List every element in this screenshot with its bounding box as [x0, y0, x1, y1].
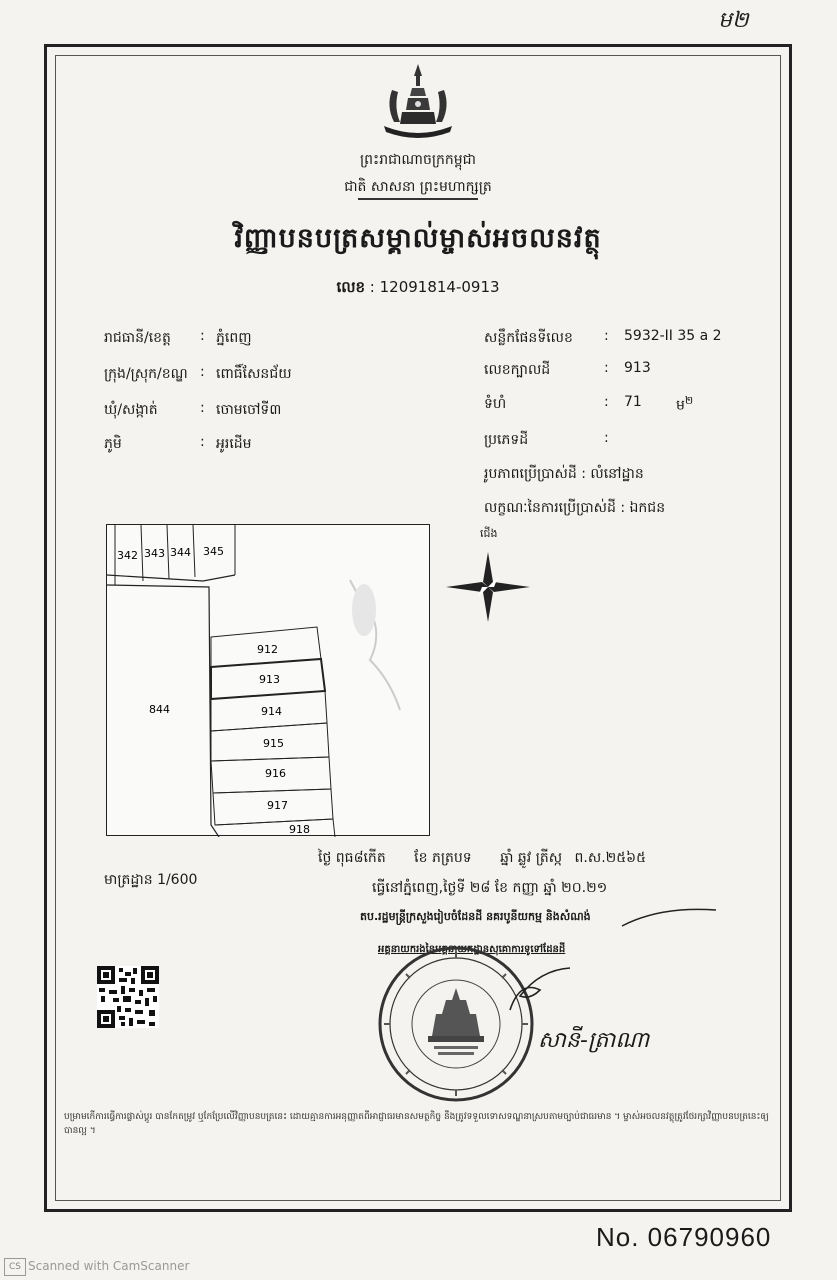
handwritten-mark — [620, 902, 720, 932]
area-unit-superscript: ២ — [684, 394, 694, 407]
land-use-char-label: លក្ខណៈនៃការប្រើប្រាស់ដី — [484, 500, 616, 516]
plot-915: 915 — [263, 737, 284, 750]
scale-label: មាត្រដ្ឋាន — [104, 872, 153, 888]
land-use-characteristic: លក្ខណៈនៃការប្រើប្រាស់ដី : ឯកជន — [484, 500, 666, 516]
land-type-label: ប្រភេទដី — [484, 432, 529, 448]
commune-value: ចោមចៅទី៣ — [216, 402, 282, 418]
handwritten-page-number: ម២ — [718, 8, 749, 33]
lunar-year: ឆ្លូវ ត្រីស្ក — [517, 850, 563, 866]
village-value: អូរដើម — [216, 436, 252, 452]
kingdom-name: ព្រះរាជាណាចក្រកម្ពុជា — [359, 152, 476, 168]
legal-notice: បម្រាមកើការធ្វើការផ្លាស់ប្ដូរ បានកែតម្រូវ ឬកែប្រែលើវិញ្ញាបនបត្រនេះ ដោយគ្មានការអនុញ្ញាតពីអាជ្ញាធរមានសមត្ថកិច្ច នឹងត្រូវទទួលទោសទណ្ឌនាស្របតាមច្បាប់ជាធរមាន ។ ម្ចាស់អចលនវត្ថុត្រូវថែរក្សាវិញ្ញាបនបត្រនេះឲ្យបានល្អ ។ — [64, 1112, 769, 1136]
map-scale — [104, 870, 197, 891]
map-sheet-label: សន្លឹកផែនទីលេខ — [484, 330, 573, 346]
commune-label: ឃុំ/សង្កាត់ — [104, 402, 158, 418]
plot-912: 912 — [257, 643, 278, 656]
lunar-year-label: ឆ្នាំ — [500, 850, 514, 866]
plot-916: 916 — [265, 767, 286, 780]
land-use-state-value: លំនៅដ្ឋាន — [590, 466, 644, 482]
signatory-title: តប.រដ្ឋមន្ត្រីក្រសួងរៀបចំដែនដី នគរបូនីយកម្ម និងសំណង់ — [360, 910, 591, 923]
village-label: ភូមិ — [104, 436, 122, 452]
scale-value: 1/600 — [157, 872, 198, 888]
document-title: វិញ្ញាបនបត្រសម្គាល់ម្ចាស់អចលនវត្ថុ — [234, 223, 602, 254]
serial-number: No. 06790960 — [596, 1222, 772, 1252]
province-value: ភ្នំពេញ — [216, 330, 252, 346]
national-motto: ជាតិ សាសនា ព្រះមហាក្សត្រ — [344, 179, 492, 195]
lunar-day: ពុធ៨កើត — [335, 850, 386, 866]
map-sheet-value: 5932-II 35 a 2 — [624, 328, 722, 344]
plot-342: 342 — [117, 549, 138, 562]
royal-emblem-icon — [378, 60, 458, 142]
lunar-month: ភត្របទ — [431, 850, 472, 866]
certificate-number-label: លេខ — [336, 278, 366, 296]
issue-date: ធ្វើនៅភ្នំពេញ,ថ្ងៃទី ២៨ ខែ កញ្ញា ឆ្នាំ ២០.២១ — [372, 880, 608, 896]
parcel-number-label: លេខក្បាលដី — [484, 362, 551, 378]
plot-918: 918 — [289, 823, 310, 836]
area-label: ទំហំ — [484, 396, 507, 412]
district-label: ក្រុង/ស្រុក/ខណ្ឌ — [104, 366, 188, 382]
plot-913: 913 — [259, 673, 280, 686]
signatory-name: សានី-ត្រាណា — [538, 1028, 650, 1053]
area-unit-base: ម — [676, 397, 685, 414]
certificate-number-value: 12091814-0913 — [379, 278, 500, 296]
plot-917: 917 — [267, 799, 288, 812]
district-value: ពោធិ៍សែនជ័យ — [216, 366, 292, 382]
signature-scribble — [500, 960, 580, 1030]
motto-divider — [358, 198, 478, 200]
buddhist-era: ព.ស.២៥៦៥ — [574, 850, 646, 866]
north-arrow-icon — [446, 552, 530, 622]
plot-343: 343 — [144, 547, 165, 560]
plot-345: 345 — [203, 545, 224, 558]
lunar-date — [318, 848, 646, 869]
province-label: រាជធានី/ខេត្ត — [104, 330, 171, 346]
qr-code-icon[interactable] — [97, 966, 159, 1028]
north-label: ជើង — [480, 527, 498, 540]
certificate-number: លេខ : 12091814-0913 — [336, 278, 500, 296]
plot-344: 344 — [170, 546, 191, 559]
plot-844: 844 — [149, 703, 170, 716]
land-use-state: រូបភាពប្រើប្រាស់ដី : លំនៅដ្ឋាន — [484, 466, 644, 482]
lunar-month-label: ខែ — [414, 850, 428, 866]
area-value: 71 — [624, 394, 642, 410]
watermark-trace — [330, 560, 460, 740]
area-unit — [676, 394, 693, 417]
land-use-char-value: ឯកជន — [629, 500, 666, 516]
camscanner-logo-icon: CS — [4, 1258, 26, 1276]
plot-914: 914 — [261, 705, 282, 718]
lunar-day-label: ថ្ងៃ — [318, 850, 332, 866]
land-use-state-label: រូបភាពប្រើប្រាស់ដី — [484, 466, 577, 482]
signatory-subtitle: អគ្គនាយករងនៃអគ្គនាយកដ្ឋានសុគោការទូទៅដែនដី — [378, 944, 566, 955]
scanner-watermark: Scanned with CamScanner — [28, 1259, 190, 1273]
parcel-number-value: 913 — [624, 360, 651, 376]
